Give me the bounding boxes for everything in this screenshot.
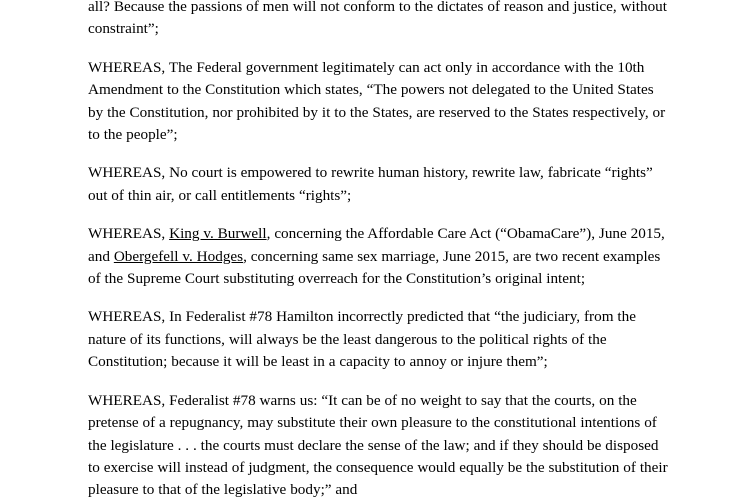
paragraph-text-lead: WHEREAS,	[88, 225, 170, 243]
paragraph-court-cases	[88, 223, 672, 290]
paragraph-text-tail: , concerning same sex marriage, June 2015, are two recent examples of the Supreme Court substituting overreach for the Constitution’s original intent;	[88, 247, 661, 288]
paragraph-federalist-78-hamilton	[88, 306, 672, 373]
case-citation-king-v-burwell[interactable]: King v. Burwell	[169, 225, 267, 243]
paragraph-no-court	[88, 162, 672, 207]
paragraph-text: WHEREAS, No court is empowered to rewrite human history, rewrite law, fabricate “rights” out of thin air, or call entitlements “rights”;	[88, 164, 653, 204]
paragraph-federalist-78-warning	[88, 390, 672, 502]
paragraph-constraint	[88, 0, 672, 41]
paragraph-text: WHEREAS, The Federal government legitimately can act only in accordance with the 10th Amendment to the Constitution which states, “The powers not delegated to the United States by the Constitution, nor prohibited by it to the States, are reserved to the States respectively, or to the people”;	[88, 58, 666, 144]
paragraph-text: all? Because the passions of men will not conform to the dictates of reason and justice, without constraint”;	[88, 0, 667, 38]
case-citation-obergefell-v-hodges[interactable]: Obergefell v. Hodges	[113, 247, 244, 265]
paragraph-text-middle: , concerning the Affordable Care Act (“ObamaCare”), June 2015, and	[88, 225, 665, 265]
paragraph-text: WHEREAS, Federalist #78 warns us: “It can be of no weight to say that the courts, on the pretense of a repugnancy, may substitute their own pleasure to the constitutional intentions of the legislature . . . the courts must declare the sense of the law; and if they should be disposed to exercise will instead of judgment, the consequence would equally be the substitution of their pleasure to that of the legislative body;” and	[88, 391, 668, 499]
paragraph-text: WHEREAS, In Federalist #78 Hamilton incorrectly predicted that “the judiciary, from the nature of its functions, will always be the least dangerous to the political rights of the Constitution; because it will be least in a capacity to annoy or injure them”;	[88, 308, 636, 371]
document-body	[88, 0, 672, 502]
paragraph-tenth-amendment	[88, 57, 672, 147]
